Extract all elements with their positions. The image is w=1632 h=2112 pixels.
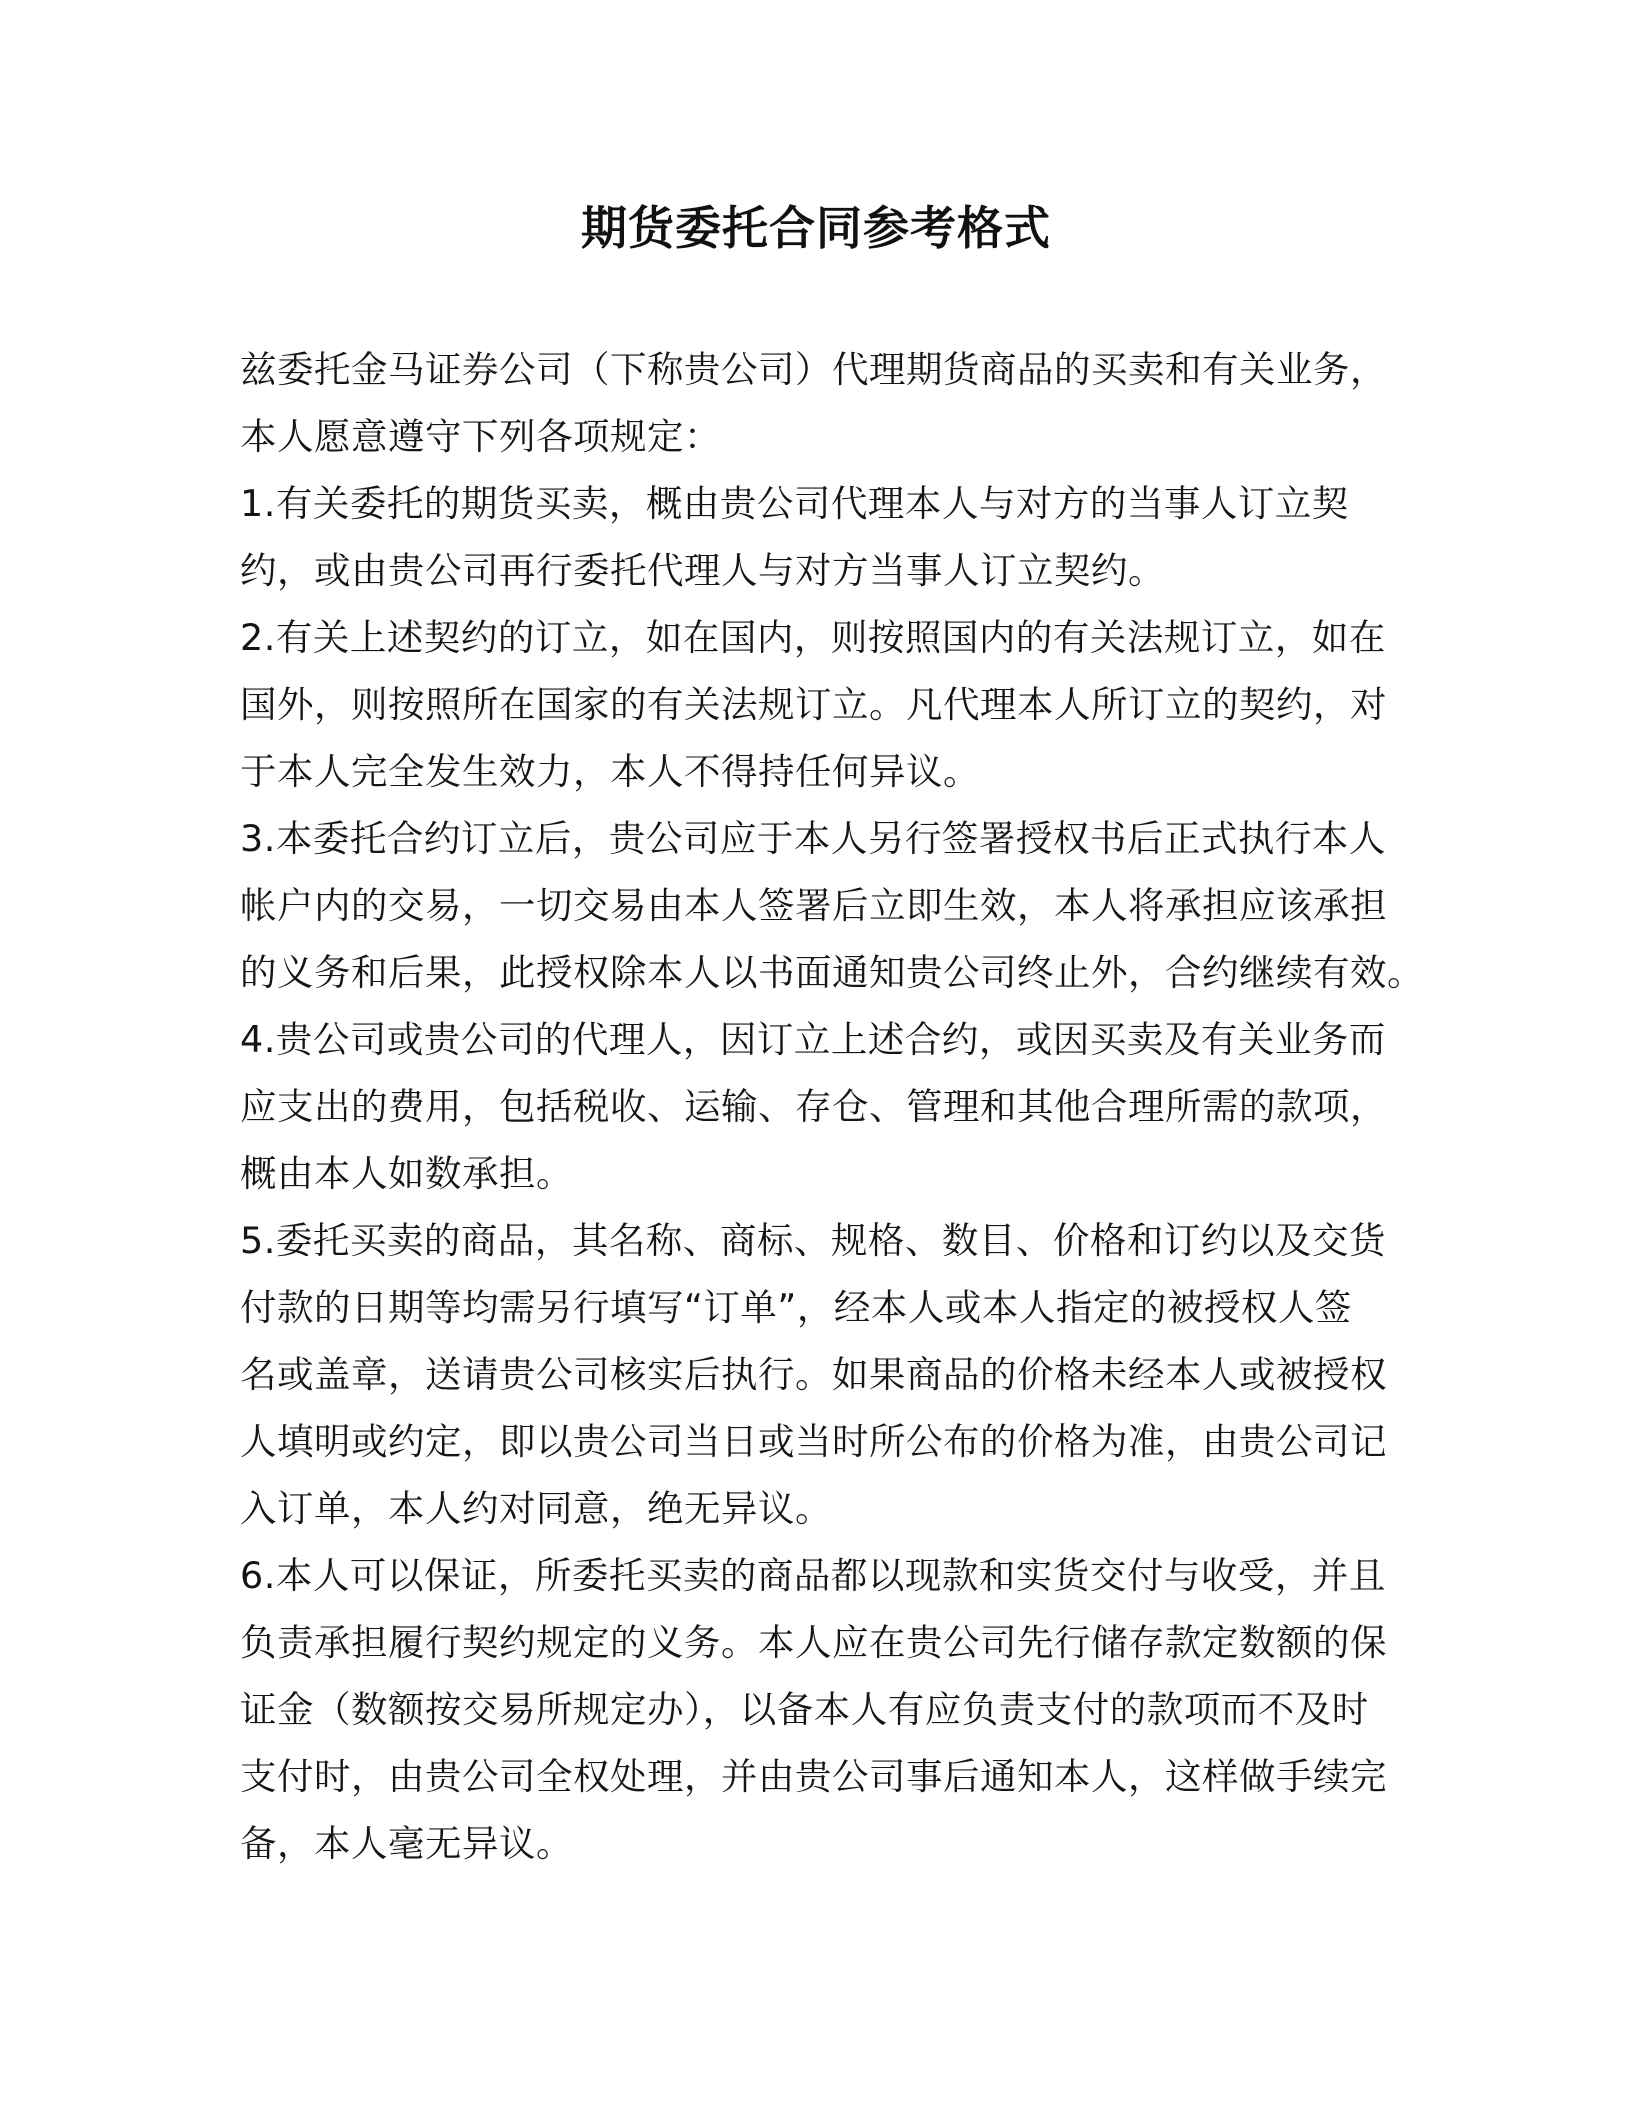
intro-paragraph	[240, 336, 1390, 470]
paragraph-line: 概由本人如数承担。	[240, 1152, 573, 1195]
paragraph-line: 4.贵公司或贵公司的代理人，因订立上述合约，或因买卖及有关业务而	[240, 1018, 1386, 1061]
paragraph-line: 的义务和后果，此授权除本人以书面通知贵公司终止外，合约继续有效。	[240, 951, 1424, 994]
clause-6	[240, 1542, 1390, 1877]
paragraph-line: 入订单，本人约对同意，绝无异议。	[240, 1487, 832, 1530]
paragraph-line: 1.有关委托的期货买卖，概由贵公司代理本人与对方的当事人订立契	[240, 482, 1349, 525]
clause-3	[240, 805, 1424, 1006]
paragraph-line: 2.有关上述契约的订立，如在国内，则按照国内的有关法规订立，如在	[240, 616, 1386, 659]
clause-2	[240, 604, 1390, 805]
clause-5	[240, 1207, 1390, 1542]
paragraph-line: 负责承担履行契约规定的义务。本人应在贵公司先行储存款定数额的保	[240, 1621, 1387, 1664]
paragraph-line: 本人愿意遵守下列各项规定：	[240, 415, 721, 458]
clause-4	[240, 1006, 1390, 1207]
document-title: 期货委托合同参考格式	[581, 201, 1051, 255]
paragraph-line: 3.本委托合约订立后，贵公司应于本人另行签署授权书后正式执行本人	[240, 817, 1386, 860]
paragraph-line: 应支出的费用，包括税收、运输、存仓、管理和其他合理所需的款项，	[240, 1085, 1387, 1128]
document-body	[240, 336, 1424, 1877]
paragraph-line: 5.委托买卖的商品，其名称、商标、规格、数目、价格和订约以及交货	[240, 1219, 1386, 1262]
paragraph-line: 付款的日期等均需另行填写“订单”，经本人或本人指定的被授权人签	[240, 1286, 1352, 1329]
paragraph-line: 帐户内的交易，一切交易由本人签署后立即生效，本人将承担应该承担	[240, 884, 1387, 927]
paragraph-line: 于本人完全发生效力，本人不得持任何异议。	[240, 750, 980, 793]
paragraph-line: 证金（数额按交易所规定办），以备本人有应负责支付的款项而不及时	[240, 1688, 1369, 1731]
paragraph-line: 备，本人毫无异议。	[240, 1822, 573, 1865]
paragraph-line: 兹委托金马证券公司（下称贵公司）代理期货商品的买卖和有关业务，	[240, 348, 1387, 391]
paragraph-line: 国外，则按照所在国家的有关法规订立。凡代理本人所订立的契约，对	[240, 683, 1387, 726]
paragraph-line: 支付时，由贵公司全权处理，并由贵公司事后通知本人，这样做手续完	[240, 1755, 1387, 1798]
paragraph-line: 名或盖章，送请贵公司核实后执行。如果商品的价格未经本人或被授权	[240, 1353, 1387, 1396]
clause-1	[240, 470, 1390, 604]
paragraph-line: 人填明或约定，即以贵公司当日或当时所公布的价格为准，由贵公司记	[240, 1420, 1387, 1463]
paragraph-line: 6.本人可以保证，所委托买卖的商品都以现款和实货交付与收受，并且	[240, 1554, 1386, 1597]
paragraph-line: 约，或由贵公司再行委托代理人与对方当事人订立契约。	[240, 549, 1165, 592]
